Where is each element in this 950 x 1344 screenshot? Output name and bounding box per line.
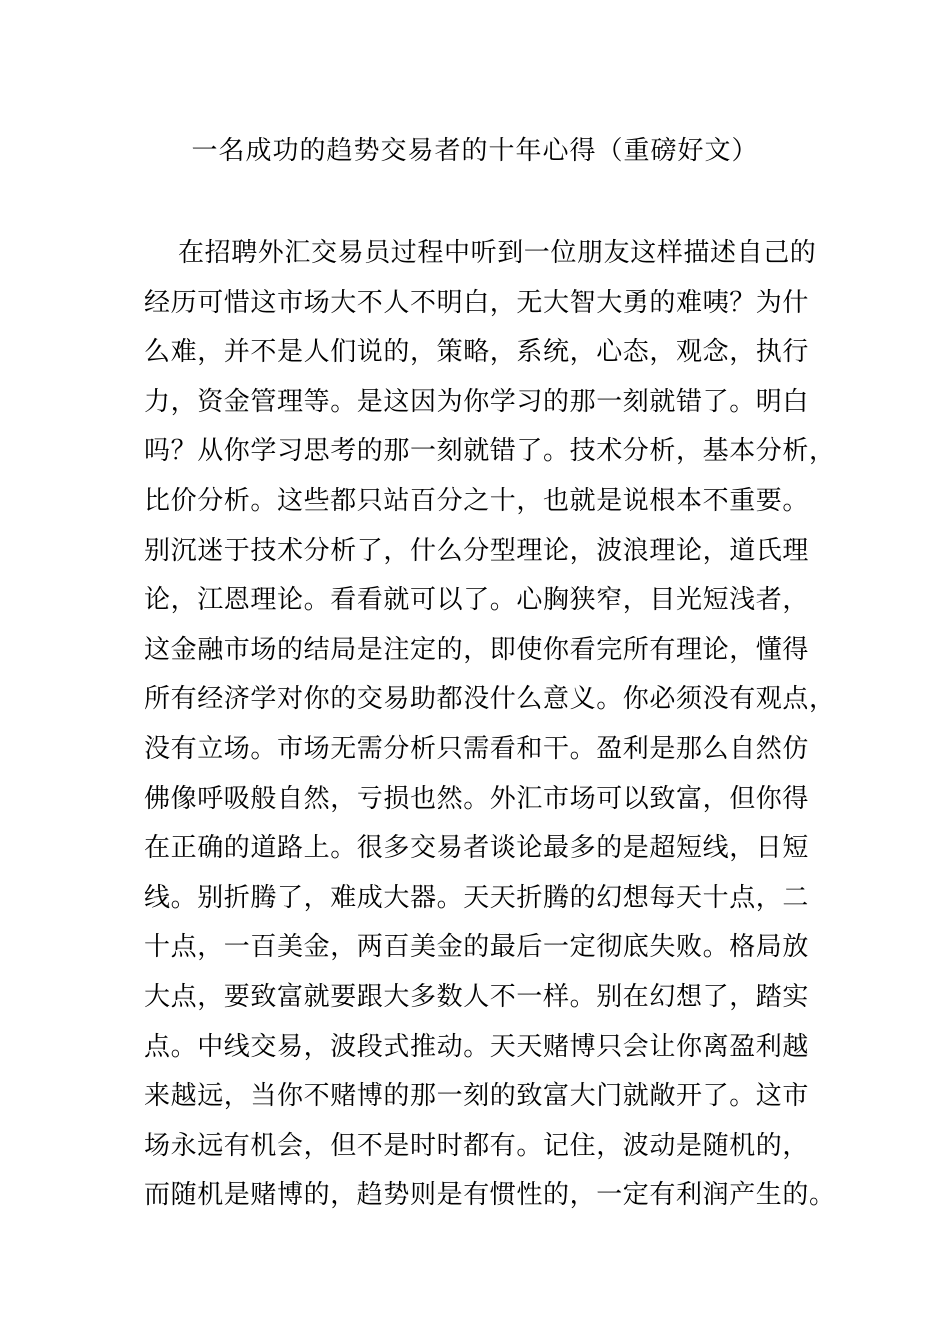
paragraph-line: 线。别折腾了，难成大器。天天折腾的幻想每天十点，二 bbox=[144, 882, 810, 913]
paragraph-line: 佛像呼吸般自然，亏损也然。外汇市场可以致富，但你得 bbox=[144, 783, 810, 814]
paragraph-line: 场永远有机会，但不是时时都有。记住，波动是随机的， bbox=[144, 1130, 810, 1161]
paragraph-line: 所有经济学对你的交易助都没什么意义。你必须没有观点， bbox=[144, 684, 836, 715]
paragraph-line: 而随机是赌博的，趋势则是有惯性的，一定有利润产生的。 bbox=[144, 1180, 836, 1211]
paragraph-line: 比价分析。这些都只站百分之十，也就是说根本不重要。 bbox=[144, 485, 810, 516]
paragraph-line: 大点，要致富就要跟大多数人不一样。别在幻想了，踏实 bbox=[144, 981, 810, 1012]
paragraph-line: 在正确的道路上。很多交易者谈论最多的是超短线，日短 bbox=[144, 833, 810, 864]
document-body bbox=[144, 229, 836, 1221]
paragraph-line: 点。中线交易，波段式推动。天天赌博只会让你离盈利越 bbox=[144, 1031, 810, 1062]
paragraph-line: 力，资金管理等。是这因为你学习的那一刻就错了。明白 bbox=[144, 386, 810, 417]
paragraph-line: 这金融市场的结局是注定的，即使你看完所有理论，懂得 bbox=[144, 634, 810, 665]
document-title: 一名成功的趋势交易者的十年心得（重磅好文） bbox=[191, 136, 759, 166]
paragraph-line: 么难，并不是人们说的，策略，系统，心态，观念，执行 bbox=[144, 337, 810, 368]
paragraph-line: 在招聘外汇交易员过程中听到一位朋友这样描述自己的 bbox=[178, 238, 817, 268]
paragraph-line: 没有立场。市场无需分析只需看和干。盈利是那么自然仿 bbox=[144, 733, 810, 764]
paragraph-line: 十点，一百美金，两百美金的最后一定彻底失败。格局放 bbox=[144, 932, 810, 963]
paragraph-line: 论，江恩理论。看看就可以了。心胸狭窄，目光短浅者， bbox=[144, 585, 810, 616]
paragraph-line: 吗？从你学习思考的那一刻就错了。技术分析，基本分析， bbox=[144, 436, 836, 467]
paragraph-line: 别沉迷于技术分析了，什么分型理论，波浪理论，道氏理 bbox=[144, 535, 810, 566]
paragraph-line: 来越远，当你不赌博的那一刻的致富大门就敞开了。这市 bbox=[144, 1081, 810, 1112]
paragraph-line: 经历可惜这市场大不人不明白，无大智大勇的难咦？为什 bbox=[144, 287, 810, 318]
